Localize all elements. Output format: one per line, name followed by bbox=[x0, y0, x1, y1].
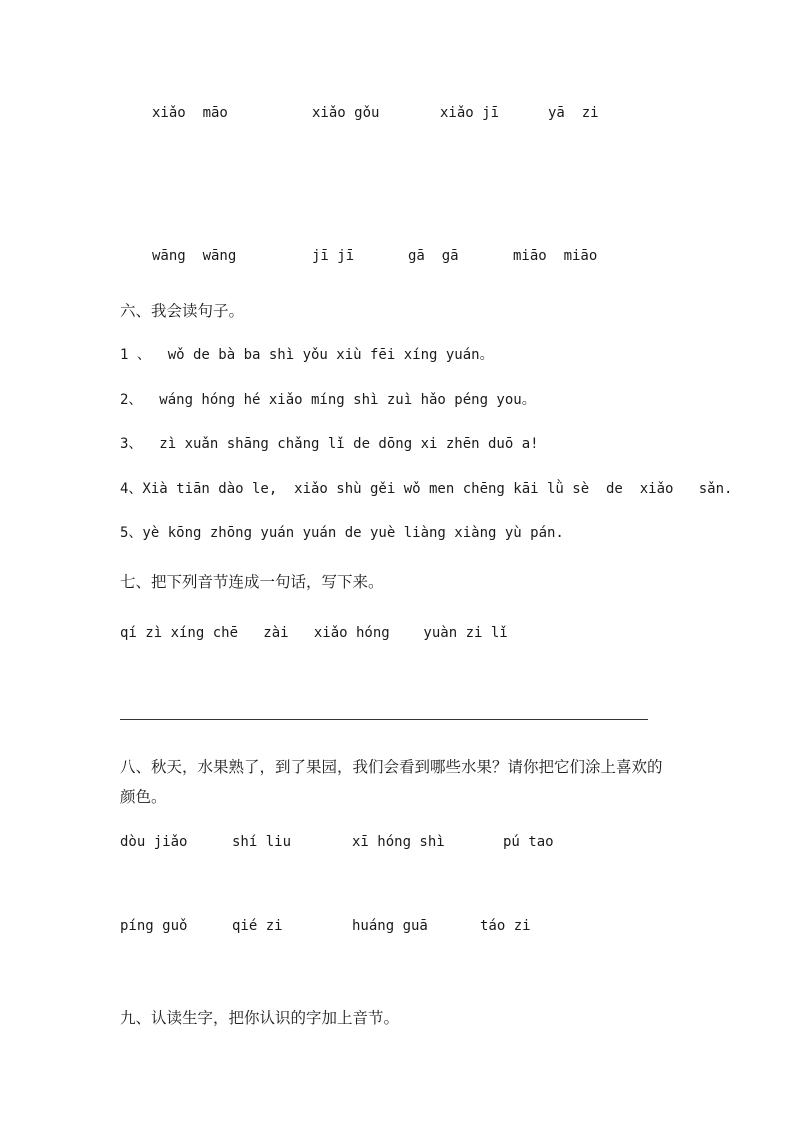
fruit-pinyin: huáng guā bbox=[352, 918, 428, 934]
section-heading: 九、认读生字，把你认识的字加上音节。 bbox=[120, 1009, 400, 1027]
pinyin-word: xiǎo māo bbox=[152, 105, 228, 121]
pinyin-word: gā gā bbox=[408, 248, 459, 264]
pinyin-word: yā zi bbox=[548, 105, 599, 121]
pinyin-word: xiǎo gǒu bbox=[312, 105, 380, 121]
pinyin-word: wāng wāng bbox=[152, 248, 237, 264]
answer-line bbox=[120, 719, 648, 720]
fruit-pinyin: xī hóng shì bbox=[352, 834, 445, 850]
fruit-pinyin: dòu jiǎo bbox=[120, 834, 188, 850]
section-heading: 七、把下列音节连成一句话，写下来。 bbox=[120, 573, 384, 591]
fruit-pinyin: táo zi bbox=[480, 918, 531, 934]
section-heading: 六、我会读句子。 bbox=[120, 302, 245, 320]
section-heading-cont: 颜色。 bbox=[120, 788, 167, 806]
pinyin-word: miāo miāo bbox=[513, 248, 598, 264]
section-heading: 八、秋天，水果熟了，到了果园，我们会看到哪些水果？请你把它们涂上喜欢的 bbox=[120, 758, 663, 776]
fruit-pinyin: qié zi bbox=[232, 918, 283, 934]
fruit-pinyin: píng guǒ bbox=[120, 918, 188, 934]
fruit-pinyin: pú tao bbox=[503, 834, 554, 850]
pinyin-word: xiǎo jī bbox=[440, 105, 500, 121]
sentence: 4、Xià tiān dào le, xiǎo shù gěi wǒ men chēng kāi lǜ sè de xiǎo sǎn. bbox=[120, 481, 733, 497]
pinyin-word: jī jī bbox=[312, 248, 355, 264]
fruit-pinyin: shí liu bbox=[232, 834, 292, 850]
sentence: 5、yè kōng zhōng yuán yuán de yuè liàng xiàng yù pán. bbox=[120, 525, 564, 541]
sentence: 3、 zì xuǎn shāng chǎng lǐ de dōng xi zhēn duō a! bbox=[120, 436, 539, 452]
sentence: 1 、 wǒ de bà ba shì yǒu xiù fēi xíng yuán。 bbox=[120, 347, 494, 363]
sentence: 2、 wáng hóng hé xiǎo míng shì zuì hǎo péng you。 bbox=[120, 392, 536, 408]
syllable-line: qí zì xíng chē zài xiǎo hóng yuàn zi lǐ bbox=[120, 625, 508, 641]
